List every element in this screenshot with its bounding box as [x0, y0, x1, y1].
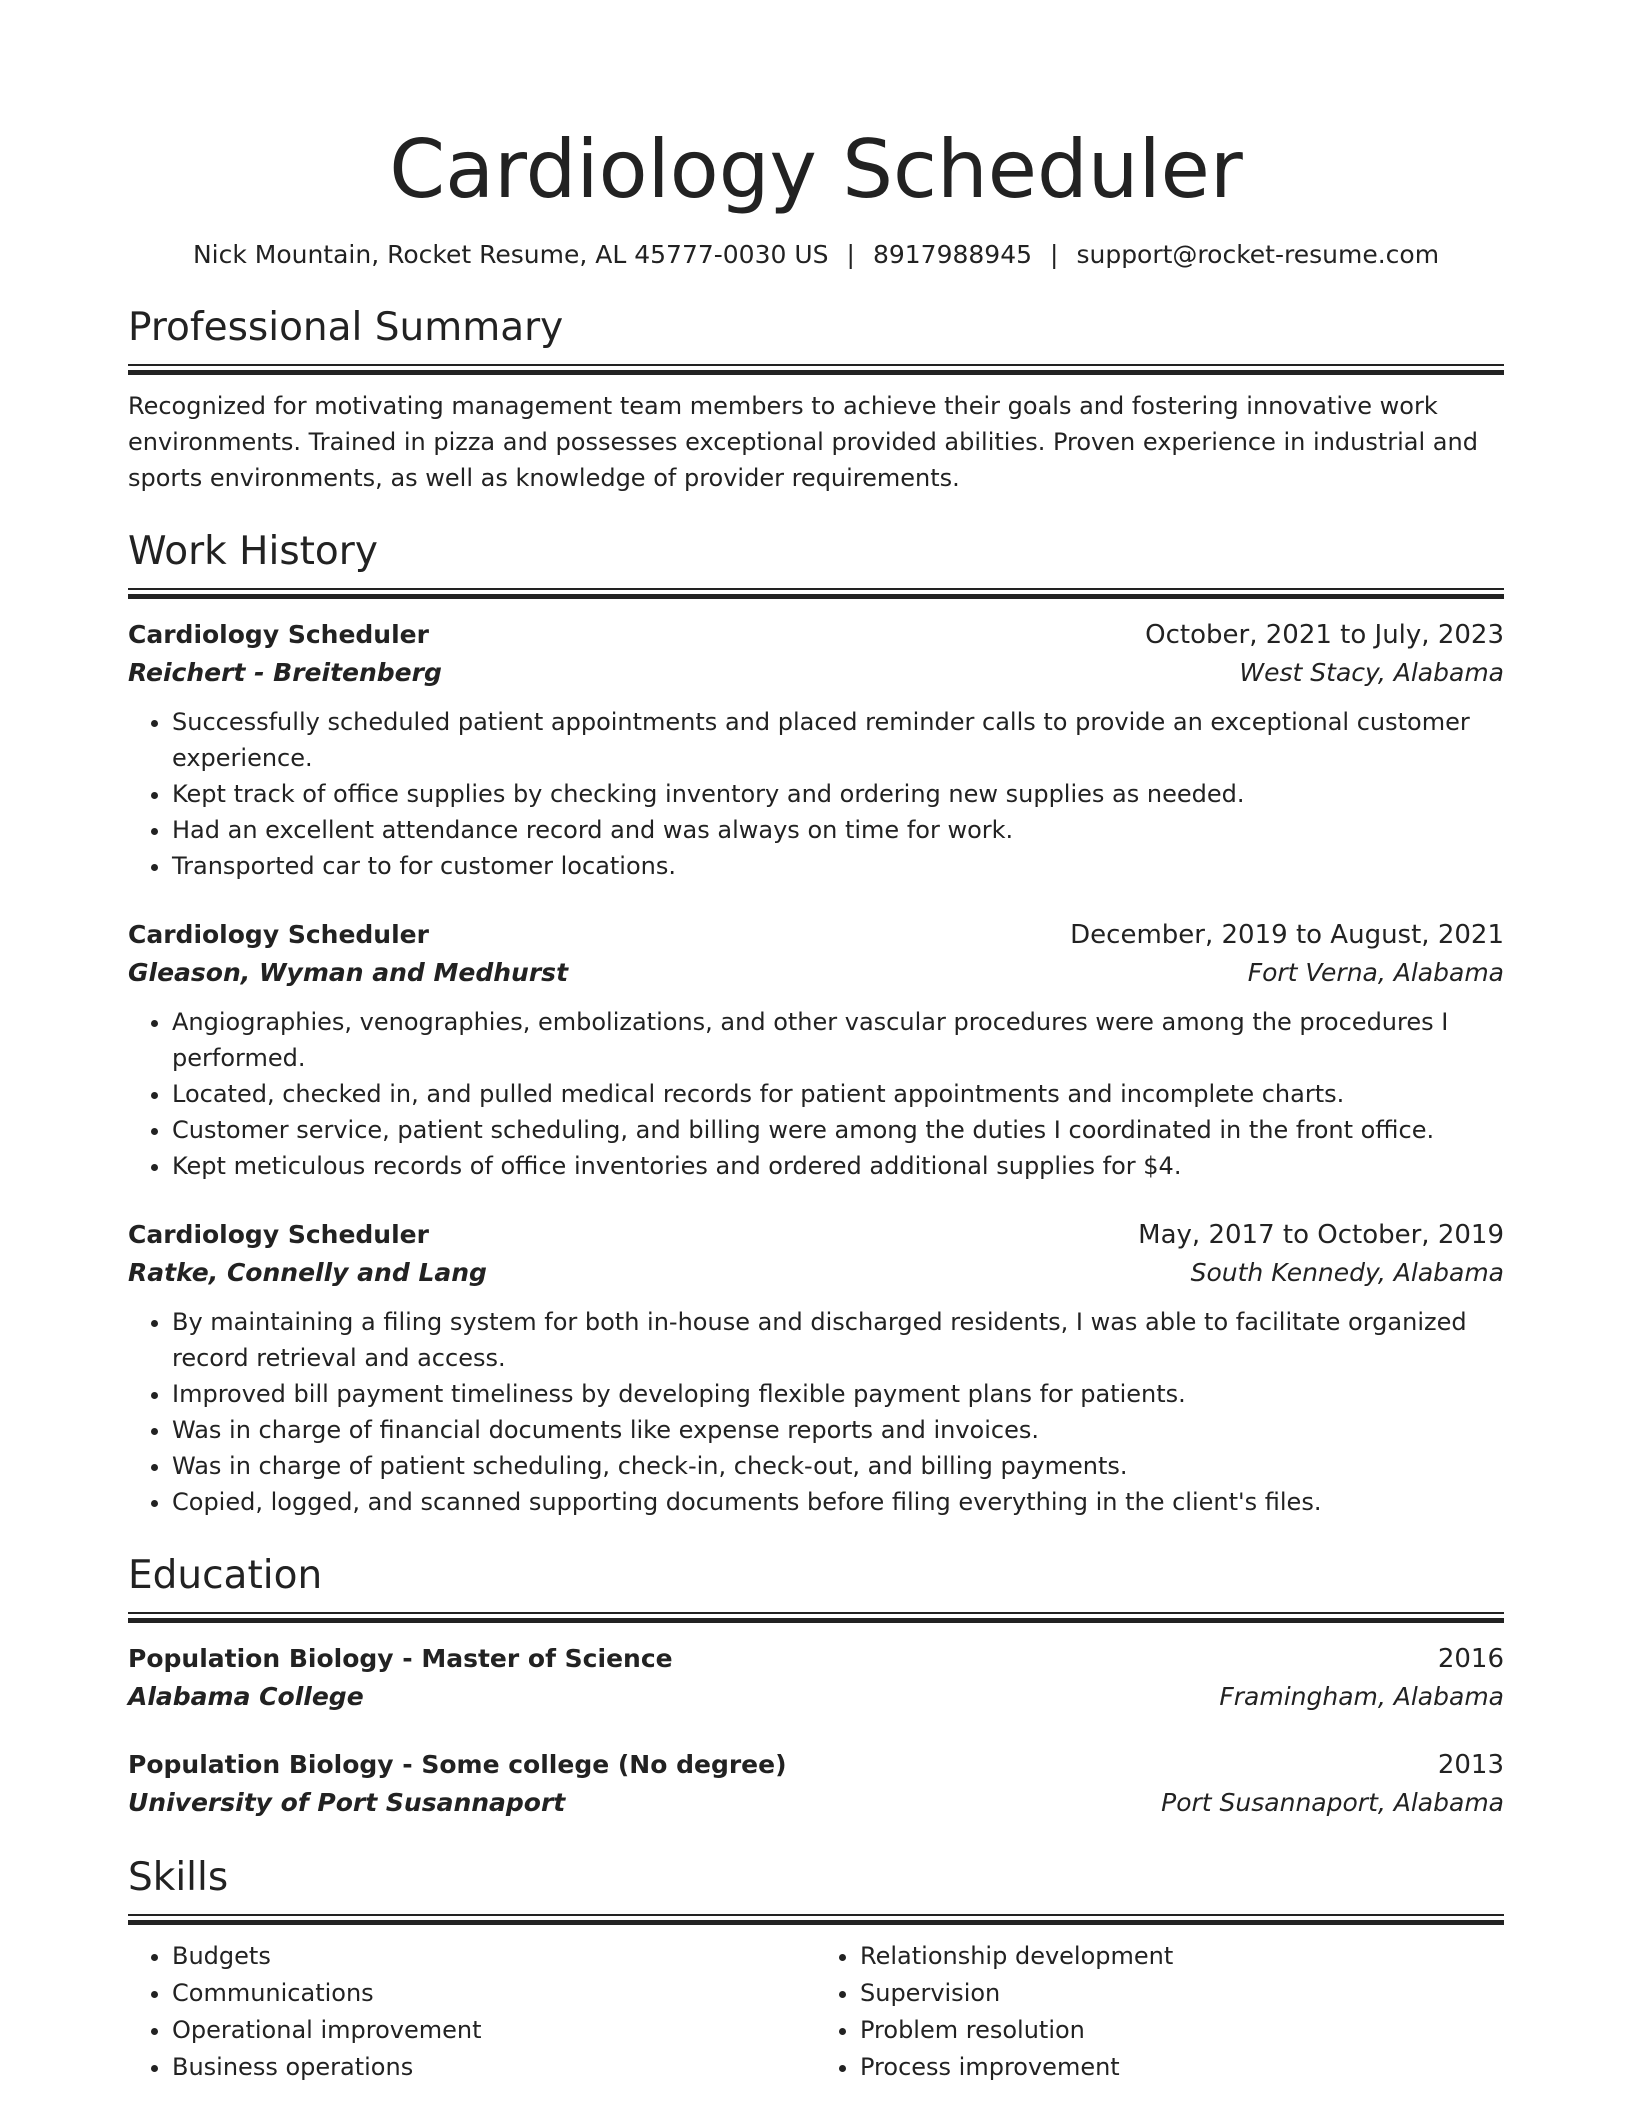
- skills-column-left: [128, 1938, 816, 2086]
- job-location: South Kennedy, Alabama: [1190, 1258, 1504, 1287]
- job-bullet: • Successfully scheduled patient appointments and placed reminder calls to provide an exceptional customer experience.: [172, 704, 1504, 776]
- job-title: Cardiology Scheduler: [128, 1220, 429, 1249]
- job-entry: [128, 1216, 1504, 1520]
- skills-column-right: [816, 1938, 1504, 2086]
- education-year: 2016: [1437, 1644, 1504, 1674]
- education-school: Alabama College: [128, 1682, 364, 1711]
- job-entry: [128, 916, 1504, 1184]
- job-bullet: • Kept track of office supplies by checking inventory and ordering new supplies as needed.: [172, 776, 1504, 812]
- education-school: University of Port Susannaport: [128, 1788, 566, 1817]
- education-section: [128, 1552, 1504, 1822]
- skill-item: • Communications: [172, 1975, 816, 2012]
- skill-item: • Budgets: [172, 1938, 816, 1975]
- job-company: Gleason, Wyman and Medhurst: [128, 958, 569, 987]
- skill-item: • Relationship development: [860, 1938, 1504, 1975]
- contact-phone: 8917988945: [872, 240, 1033, 269]
- section-divider: [128, 1612, 1504, 1622]
- contact-email: support@rocket-resume.com: [1076, 240, 1440, 269]
- work-history-heading: Work History: [128, 529, 378, 574]
- job-title: Cardiology Scheduler: [128, 620, 429, 649]
- contact-line: [128, 238, 1504, 272]
- job-company: Reichert - Breitenberg: [128, 658, 442, 687]
- job-location: Fort Verna, Alabama: [1247, 958, 1504, 987]
- job-bullets: [128, 1304, 1504, 1520]
- job-bullets: [128, 704, 1504, 884]
- job-dates: May, 2017 to October, 2019: [1138, 1220, 1504, 1250]
- job-entry: [128, 616, 1504, 884]
- contact-separator: |: [846, 240, 855, 269]
- education-entry: [128, 1640, 1504, 1716]
- job-bullet: • Kept meticulous records of office inventories and ordered additional supplies for $4.: [172, 1148, 1504, 1184]
- skill-item: • Operational improvement: [172, 2012, 816, 2049]
- job-bullet: • Copied, logged, and scanned supporting documents before filing everything in the client's files.: [172, 1484, 1504, 1520]
- education-location: Port Susannaport, Alabama: [1161, 1788, 1504, 1817]
- job-bullet: • By maintaining a filing system for both in-house and discharged residents, I was able to facilitate organized record retrieval and access.: [172, 1304, 1504, 1376]
- skills-list: [128, 1938, 1504, 2086]
- section-divider: [128, 364, 1504, 374]
- education-degree: Population Biology - Master of Science: [128, 1644, 673, 1673]
- job-bullet: • Was in charge of financial documents like expense reports and invoices.: [172, 1412, 1504, 1448]
- skills-section: [128, 1854, 1504, 2086]
- summary-text: Recognized for motivating management team members to achieve their goals and fostering innovative work environments. Trained in pizza and possesses exceptional provided abilities. Proven experience in industrial and sports environments, as well as knowledge of provider requirements.: [128, 392, 1478, 492]
- job-bullets: [128, 1004, 1504, 1184]
- job-bullet: • Was in charge of patient scheduling, check-in, check-out, and billing payments.: [172, 1448, 1504, 1484]
- education-year: 2013: [1437, 1750, 1504, 1780]
- summary-heading: Professional Summary: [128, 305, 564, 350]
- job-location: West Stacy, Alabama: [1239, 658, 1504, 687]
- section-divider: [128, 1914, 1504, 1924]
- skill-item: • Business operations: [172, 2049, 816, 2086]
- section-divider: [128, 588, 1504, 598]
- job-title: Cardiology Scheduler: [128, 920, 429, 949]
- education-heading: Education: [128, 1553, 323, 1598]
- job-bullet: • Customer service, patient scheduling, and billing were among the duties I coordinated in the front office.: [172, 1112, 1504, 1148]
- resume-title: Cardiology Scheduler: [389, 123, 1243, 216]
- job-dates: October, 2021 to July, 2023: [1145, 620, 1504, 650]
- job-bullet: • Had an excellent attendance record and was always on time for work.: [172, 812, 1504, 848]
- job-company: Ratke, Connelly and Lang: [128, 1258, 487, 1287]
- job-bullet: • Improved bill payment timeliness by developing flexible payment plans for patients.: [172, 1376, 1504, 1412]
- skill-item: • Process improvement: [860, 2049, 1504, 2086]
- skills-heading: Skills: [128, 1855, 229, 1900]
- contact-address: Nick Mountain, Rocket Resume, AL 45777-0030 US: [192, 240, 829, 269]
- education-location: Framingham, Alabama: [1219, 1682, 1504, 1711]
- skill-item: • Supervision: [860, 1975, 1504, 2012]
- education-entry: [128, 1746, 1504, 1822]
- education-degree: Population Biology - Some college (No degree): [128, 1750, 787, 1779]
- job-bullet: • Transported car to for customer locations.: [172, 848, 1504, 884]
- summary-section: [128, 304, 1504, 496]
- job-bullet: • Located, checked in, and pulled medical records for patient appointments and incomplete charts.: [172, 1076, 1504, 1112]
- work-history-section: [128, 528, 1504, 1520]
- contact-separator: |: [1050, 240, 1059, 269]
- job-bullet: • Angiographies, venographies, embolizations, and other vascular procedures were among the procedures I performed.: [172, 1004, 1504, 1076]
- skill-item: • Problem resolution: [860, 2012, 1504, 2049]
- job-dates: December, 2019 to August, 2021: [1070, 920, 1504, 950]
